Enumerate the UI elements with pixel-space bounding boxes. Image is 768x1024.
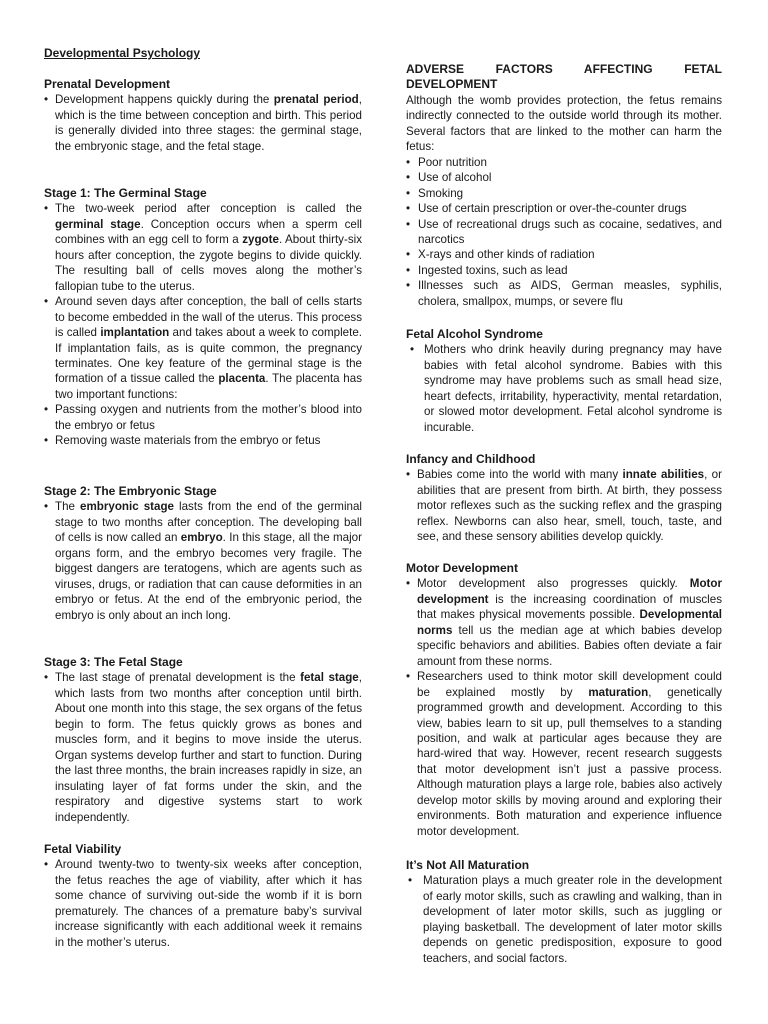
term-embryonic-stage: embryonic stage [80, 500, 174, 514]
list-item: • Poor nutrition [406, 155, 722, 170]
text: . About thirty-six hours after conception, the zygote begins to divide quickly. The resulting ball of cells moves along the mother’s fallopian tube to the uterus. [55, 233, 362, 293]
text: is the increasing coordination of muscles that makes physical movements possible. [417, 592, 722, 622]
document-title: Developmental Psychology [44, 46, 201, 60]
fetal-heading: Stage 3: The Fetal Stage [44, 655, 183, 669]
text: Development happens quickly during the [55, 93, 274, 107]
embryonic-heading: Stage 2: The Embryonic Stage [44, 484, 217, 498]
list-item [406, 669, 722, 839]
list-item [406, 576, 722, 669]
text: and takes about a week to complete. If implantation fails, as is quite common, the pregnancy terminates. One key feature of the germinal stage is the formation of a tissue called the [55, 326, 363, 386]
text: , which is the time between conception and birth. This period is generally divided into three stages: the germinal stage, the embryonic stage, and the fetal stage. [55, 93, 363, 153]
fas-heading: Fetal Alcohol Syndrome [406, 327, 543, 341]
section-motor [406, 561, 722, 839]
text: The [55, 500, 81, 514]
section-embryonic [44, 484, 362, 623]
section-germinal [44, 186, 362, 449]
fas-list [406, 342, 722, 435]
list-item: • Passing oxygen and nutrients from the mother’s blood into the embryo or fetus [44, 402, 362, 433]
list-item [44, 92, 362, 154]
section-adverse [406, 62, 722, 309]
prenatal-list [44, 92, 362, 154]
text: The last stage of prenatal development is the [55, 671, 301, 685]
term-motor-development: Motor development [417, 577, 722, 606]
section-viability [44, 842, 362, 950]
text: Researchers used to think motor skill development could be explained mostly by [417, 670, 722, 699]
text: Motor development also progresses quickly. [417, 577, 690, 591]
term-germinal-stage: germinal stage [55, 217, 141, 231]
list-item: • Around twenty-two to twenty-six weeks after conception, the fetus reaches the age of viability, after which it has some chance of surviving out-side the womb if it is born prematurely. The chances of a premature baby’s survival increase significantly with each additional week it remains in the mother’s uterus. [44, 857, 362, 950]
motor-heading: Motor Development [406, 561, 519, 575]
text: . Conception occurs when a sperm cell combines with an egg cell to form a [55, 217, 362, 247]
text: . In this stage, all the major organs form, and the embryo becomes very fragile. The biggest dangers are teratogens, which are agents such as viruses, drugs, or radiation that can cause deformities in an embryo or fetus. At the end of the embryonic period, the embryo is only about an inch long. [55, 531, 362, 622]
list-item [406, 467, 722, 544]
embryonic-list [44, 499, 362, 623]
list-item: • Removing waste materials from the embryo or fetus [44, 433, 362, 448]
viability-heading: Fetal Viability [44, 842, 122, 856]
term-fetal-stage: fetal stage [300, 671, 359, 685]
text: Babies come into the world with many [417, 468, 623, 482]
list-item [44, 499, 362, 623]
maturation-list [406, 873, 722, 966]
list-item [44, 201, 362, 294]
germinal-heading: Stage 1: The Germinal Stage [44, 186, 207, 200]
section-fetal [44, 655, 362, 825]
motor-list [406, 576, 722, 839]
list-item: • Use of certain prescription or over-the-counter drugs [406, 201, 722, 216]
list-item: • Ingested toxins, such as lead [406, 263, 722, 278]
maturation-heading: It’s Not All Maturation [406, 858, 530, 872]
term-developmental-norms: Developmental norms [417, 608, 722, 637]
section-prenatal [44, 77, 362, 154]
text: , which lasts from two months after conception until birth. About one month into this stage, the sex organs of the fetus begin to form. The fetus quickly grows as bones and muscles form, and it begins to move inside the uterus. Organ systems develop further and start to function. During the last three months, the brain increases rapidly in size, an insulating layer of fat forms under the skin, and the respiratory and digestive systems start to work independently. [55, 671, 362, 824]
text: , or abilities that are present from birth. At birth, they possess motor reflexes such as the sucking reflex and the grasping reflex. Newborns can also hear, smell, touch, taste, and see, and these sensory abilities develop quickly. [417, 468, 722, 544]
term-maturation: maturation [588, 685, 649, 699]
text: lasts from the end of the germinal stage to two months after conception. The developing ball of cells is now called an [55, 500, 363, 545]
text: . The placenta has two important functions: [55, 372, 363, 401]
term-placenta: placenta [218, 372, 266, 386]
list-item: • X-rays and other kinds of radiation [406, 247, 722, 262]
adverse-list [406, 155, 722, 310]
term-prenatal-period: prenatal period [273, 93, 359, 107]
term-innate-abilities: innate abilities [622, 468, 705, 482]
term-implantation: implantation [100, 326, 170, 340]
text: Around seven days after conception, the ball of cells starts to become embedded in the wall of the uterus. This process is called [55, 295, 362, 340]
list-item [44, 670, 362, 825]
text: The two-week period after conception is called the [55, 202, 362, 216]
list-item: • Use of alcohol [406, 170, 722, 185]
viability-list [44, 857, 362, 950]
text: , genetically programmed growth and development. According to this view, babies learn to sit up, pull themselves to a standing position, and walk at particular ages because they are hard-wired that way. However, recent research suggests that motor development isn’t just a passive process. Although maturation plays a large role, babies also actively develop motor skills by moving around and exploring their environments. Both maturation and experience influence motor development. [417, 685, 722, 838]
infancy-heading: Infancy and Childhood [406, 452, 536, 466]
section-fas [406, 327, 722, 435]
list-item: • Illnesses such as AIDS, German measles, syphilis, cholera, smallpox, mumps, or severe flu [406, 278, 722, 309]
infancy-list [406, 467, 722, 544]
list-item: • Smoking [406, 186, 722, 201]
section-maturation [406, 858, 722, 966]
list-item: • Maturation plays a much greater role in the development of early motor skills, such as crawling and walking, than in development of later motor skills, such as juggling or playing basketball. The development of later motor skills depends on genetic predisposition, exposure to good teachers, and social factors. [406, 873, 722, 966]
adverse-intro: Although the womb provides protection, the fetus remains indirectly connected to the outside world through its mother. Several factors that are linked to the mother can harm the fetus: [406, 93, 722, 154]
list-item [44, 294, 362, 402]
text: tell us the median age at which babies develop specific behaviors and abilities. Babies often deviate a fair amount from these norms. [417, 623, 722, 668]
term-embryo: embryo [180, 531, 223, 545]
section-infancy [406, 452, 722, 545]
list-item: • Mothers who drink heavily during pregnancy may have babies with fetal alcohol syndrome. Babies with this syndrome may have problems such as small head size, heart defects, irritability, hyperactivity, mental retardation, or slowed motor development. Fetal alcohol syndrome is incurable. [406, 342, 722, 435]
adverse-heading: ADVERSE FACTORS AFFECTING FETAL DEVELOPMENT [406, 62, 722, 92]
term-zygote: zygote [242, 233, 279, 247]
fetal-list [44, 670, 362, 825]
germinal-list [44, 201, 362, 448]
list-item: • Use of recreational drugs such as cocaine, sedatives, and narcotics [406, 217, 722, 248]
prenatal-heading: Prenatal Development [44, 77, 171, 91]
